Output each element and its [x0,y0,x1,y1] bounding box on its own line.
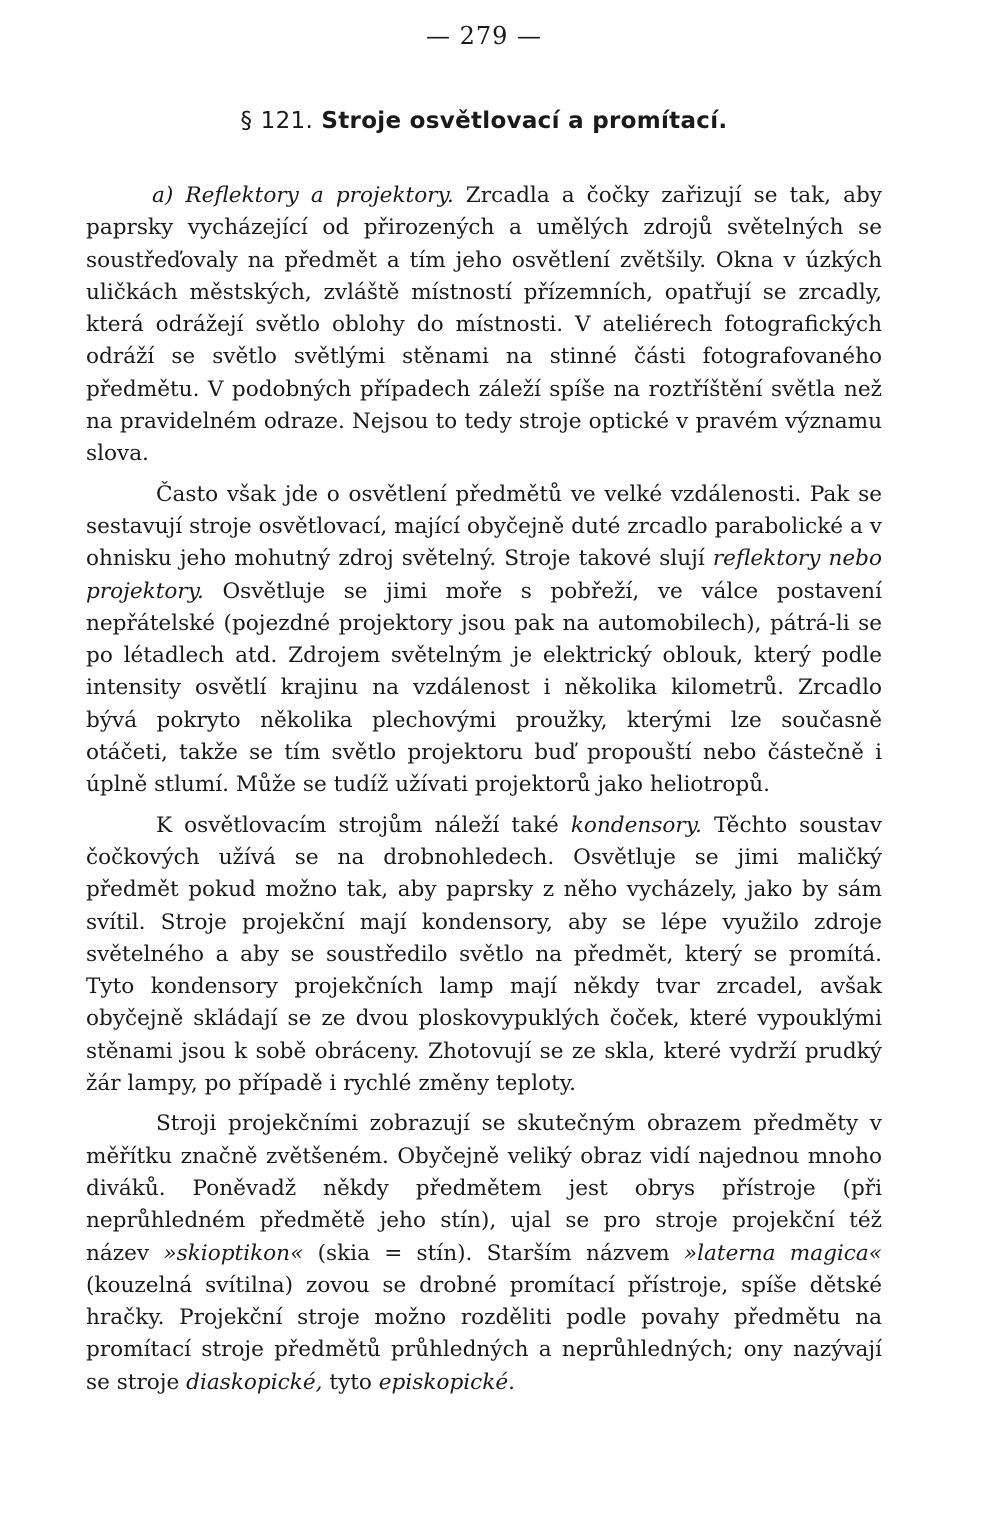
paragraph-projectors [86,479,882,802]
emphasized-term: »laterna magica« [683,1240,882,1266]
paragraph-text: Zrcadla a čočky zařizují se tak, aby paprsky vycházející od přirozených a umělých zdrojů světelných se soustřeďovaly na předmět a tím jeho osvětlení zvětšily. Okna v úzkých uličkách městských, zvláště místností přízemních, opatřují se zrcadly, která odrážejí světlo oblohy do místnosti. V ateliérech fotografických odráží se světlo světlými stěnami na stinné části fotografovaného předmětu. V podobných případech záleží spíše na roztříštění světla než na pravidelném odraze. Nejsou to tedy stroje optické v pravém významu slova. [86,183,882,467]
paragraph-text: (skia = stín). Starším názvem [303,1240,684,1266]
emphasized-term: kondensory. [570,812,702,838]
emphasized-term: diaskopické, [186,1369,323,1395]
paragraph-text: Těchto soustav čočkových užívá se na drobnohledech. Osvětluje se jimi maličký předmět pokud možno tak, aby paprsky z něho vycházely, jako by sám svítil. Stroje projekční mají kondensory, aby se lépe využilo zdroje světelného a aby se soustředilo světlo na předmět, který se promítá. Tyto kondensory projekčních lamp mají někdy tvar zrcadel, avšak obyčejně skládají se ze dvou ploskovypuklých čoček, které vypouklými stěnami jsou k sobě obráceny. Zhotovují se ze skla, které vydrží prudký žár lampy, po případě i rychlé změny teploty. [86,812,882,1097]
page-number: — 279 — [425,22,543,50]
emphasized-term: »skioptikon« [163,1240,304,1266]
paragraph-text: tyto [322,1369,379,1395]
paragraph-text: Osvětluje se jimi moře s pobřeží, ve válce postavení nepřátelské (pojezdné projektory jsou pak na automobilech), pátrá-li se po létadlech atd. Zdrojem světelným je elektrický oblouk, který podle intensity osvětlí krajinu na vzdálenost i několika kilometrů. Zrcadlo bývá pokryto několika plechovými proužky, kterými lze současně otáčeti, takže se tím světlo projektoru buď propouští nebo částečně i úplně stlumí. Může se tudíž užívati projektorů jako heliotropů. [86,578,882,798]
section-sign: § [240,108,253,134]
emphasized-term: reflektory nebo projektory. [86,546,882,604]
paragraph-label: a) Reflektory a projektory. [152,183,454,208]
paragraph-reflectors-intro [86,180,882,471]
section-title: Stroje osvětlovací a promítací. [321,108,728,134]
book-page [86,22,882,1407]
paragraph-text: Často však jde o osvětlení předmětů ve velké vzdálenosti. Pak se sestavují stroje osvětlovací, mající obyčejně duté zrcadlo parabolické a v ohnisku jeho mohutný zdroj světelný. Stroje takové slují [86,481,882,572]
section-heading [86,108,882,134]
paragraph-text: Stroji projekčními zobrazují se skutečným obrazem předměty v měřítku značně zvětšeném. Obyčejně veliký obraz vidí najednou mnoho diváků. Poněvadž někdy předmětem jest obrys přístroje (při neprůhledném předmětě jeho stín), ujal se pro stroje projekční též název [86,1111,882,1266]
paragraph-text: K osvětlovacím strojům náleží také [156,812,571,838]
paragraph-condensers [86,810,882,1101]
section-number: 121. [260,108,314,134]
paragraph-projection-devices [86,1108,882,1399]
paragraph-text: (kouzelná svítilna) zovou se drobné promítací přístroje, spíše dětské hračky. Projekční stroje možno rozděliti podle povahy předmětu na promítací stroje předmětů průhledných a neprůhledných; ony nazývají se stroje [86,1272,882,1395]
emphasized-term: episkopické. [378,1369,516,1395]
